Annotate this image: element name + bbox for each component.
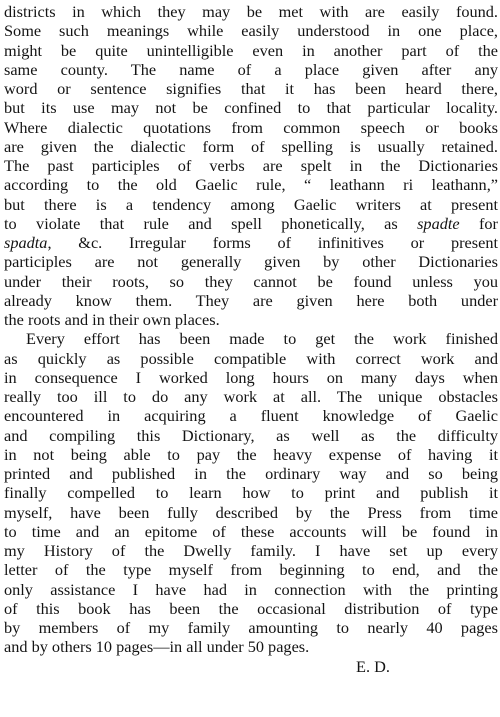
text-line: are given the dialectic form of spelling is usually retained. [4,136,498,156]
text-line: Some such meanings while easily understood in one place, [4,21,498,41]
text-line: participles are not generally given by other Dictionaries [4,252,498,272]
text-line: but there is a tendency among Gaelic writers at present [4,194,498,214]
text-line: the roots and in their own places. [4,310,220,329]
text-line: as quickly as possible compatible with correct work and [4,348,498,368]
italic-word: spadte [417,213,460,233]
text-line: in consequence I worked long hours on many days when [4,367,498,387]
text-line: and compiling this Dictionary, as well as the difficulty [4,425,498,445]
text-line: might be quite unintelligible even in another part of the [4,40,498,60]
paragraph-1 [4,2,498,329]
text-line: to time and an epitome of these accounts will be found in [4,521,498,541]
text-line: The past participles of verbs are spelt in the Dictionaries [4,156,498,175]
text-line: printed and published in the ordinary way and so being [4,464,498,483]
document-page [4,2,498,715]
text-line: same county. The name of a place given after any [4,59,498,79]
text-line: already know them. They are given here both under [4,290,498,310]
signature: E. D. [356,656,390,676]
text-line: word or sentence signifies that it has been heard there, [4,79,498,98]
text-line: and by others 10 pages—in all under 50 pages. [4,637,310,657]
text-line-with-italic: to violate that rule and spell phonetically, as spadte for [4,213,498,233]
text-line: really too ill to do any work at all. The unique obstacles [4,387,498,406]
text-line: but its use may not be confined to that particular locality. [4,98,498,118]
text-line: by members of my family amounting to nearly 40 pages [4,618,498,637]
text-line: under their roots, so they cannot be found unless you [4,271,498,291]
text-line: myself, have been fully described by the Press from time [4,502,498,522]
text-line: encountered in acquiring a fluent knowledge of Gaelic [4,406,498,426]
italic-word: spadta [4,233,48,252]
text-line: my History of the Dwelly family. I have set up every [4,541,498,560]
text-line: of this book has been the occasional distribution of type [4,598,498,618]
text-line: in not being able to pay the heavy expense of having it [4,444,498,464]
text-line: Every effort has been made to get the work finished [26,329,498,349]
text-line: letter of the type myself from beginning to end, and the [4,560,498,580]
text-line: finally compelled to learn how to print and publish it [4,483,498,503]
text-line-with-italic: spadta, &c. Irregular forms of infinitives or present [4,233,498,252]
text-line: according to the old Gaelic rule, “ leathann ri leathann,” [4,175,498,195]
text-line: only assistance I have had in connection with the printing [4,579,498,599]
text-line: districts in which they may be met with are easily found. [4,2,498,21]
paragraph-2 [4,329,498,656]
text-line: Where dialectic quotations from common speech or books [4,117,498,137]
